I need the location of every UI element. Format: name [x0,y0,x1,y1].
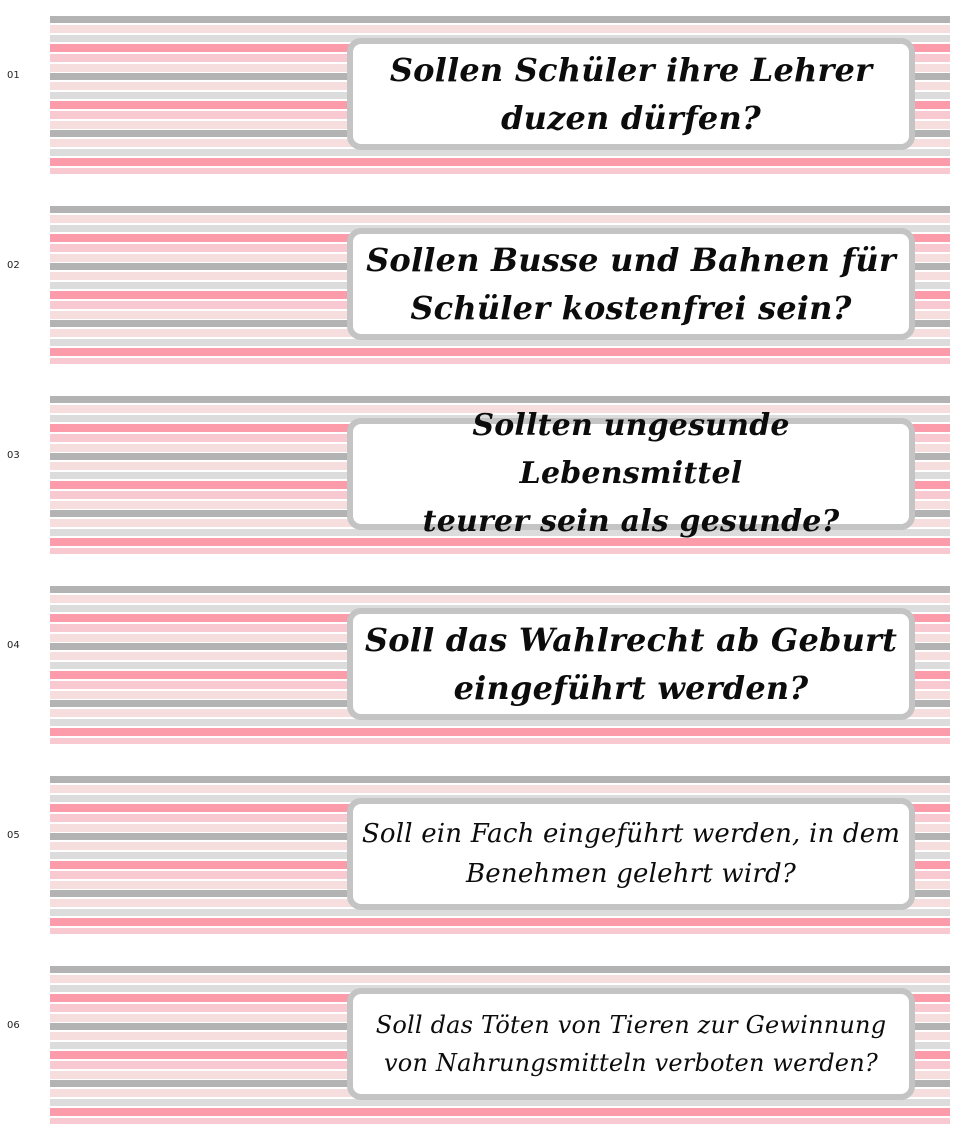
question-card [347,38,915,150]
question-line-2: eingeführt werden? [453,669,809,707]
question-card [347,798,915,910]
question-card [347,608,915,720]
question-line-2: von Nahrungsmitteln verboten werden? [384,1049,878,1077]
row-01 [0,16,960,176]
question-line-1: Sollen Schüler ihre Lehrer [389,51,873,89]
question-line-2: Schüler kostenfrei sein? [410,289,852,327]
question-line-1: Soll das Wahlrecht ab Geburt [364,621,898,659]
question-card [347,228,915,340]
striped-banner [50,776,950,934]
striped-banner [50,586,950,744]
question-text [365,616,897,712]
striped-banner [50,396,950,554]
row-number: 02 [7,260,20,271]
row-03 [0,396,960,556]
row-number: 03 [7,450,20,461]
question-text [376,1006,887,1082]
question-line-2: duzen dürfen? [501,99,761,137]
row-05 [0,776,960,936]
question-line-1: Soll das Töten von Tieren zur Gewinnung [375,1011,887,1039]
question-line-2: teurer sein als gesunde? [422,504,840,539]
question-card [347,988,915,1100]
question-line-1: Sollen Busse und Bahnen für [366,241,896,279]
question-line-1: Sollten ungesunde Lebensmittel [472,408,790,491]
row-number: 05 [7,830,20,841]
striped-banner [50,206,950,364]
striped-banner [50,966,950,1124]
row-02 [0,206,960,366]
question-card [347,408,915,539]
striped-banner [50,16,950,174]
question-line-2: Benehmen gelehrt wird? [465,859,797,889]
row-04 [0,586,960,746]
question-text [366,236,896,332]
question-text [361,402,901,546]
question-text [390,46,872,142]
question-text [362,814,900,894]
row-number: 01 [7,70,20,81]
row-06 [0,966,960,1126]
row-number: 06 [7,1020,20,1031]
row-number: 04 [7,640,20,651]
question-line-1: Soll ein Fach eingeführt werden, in dem [361,819,901,849]
